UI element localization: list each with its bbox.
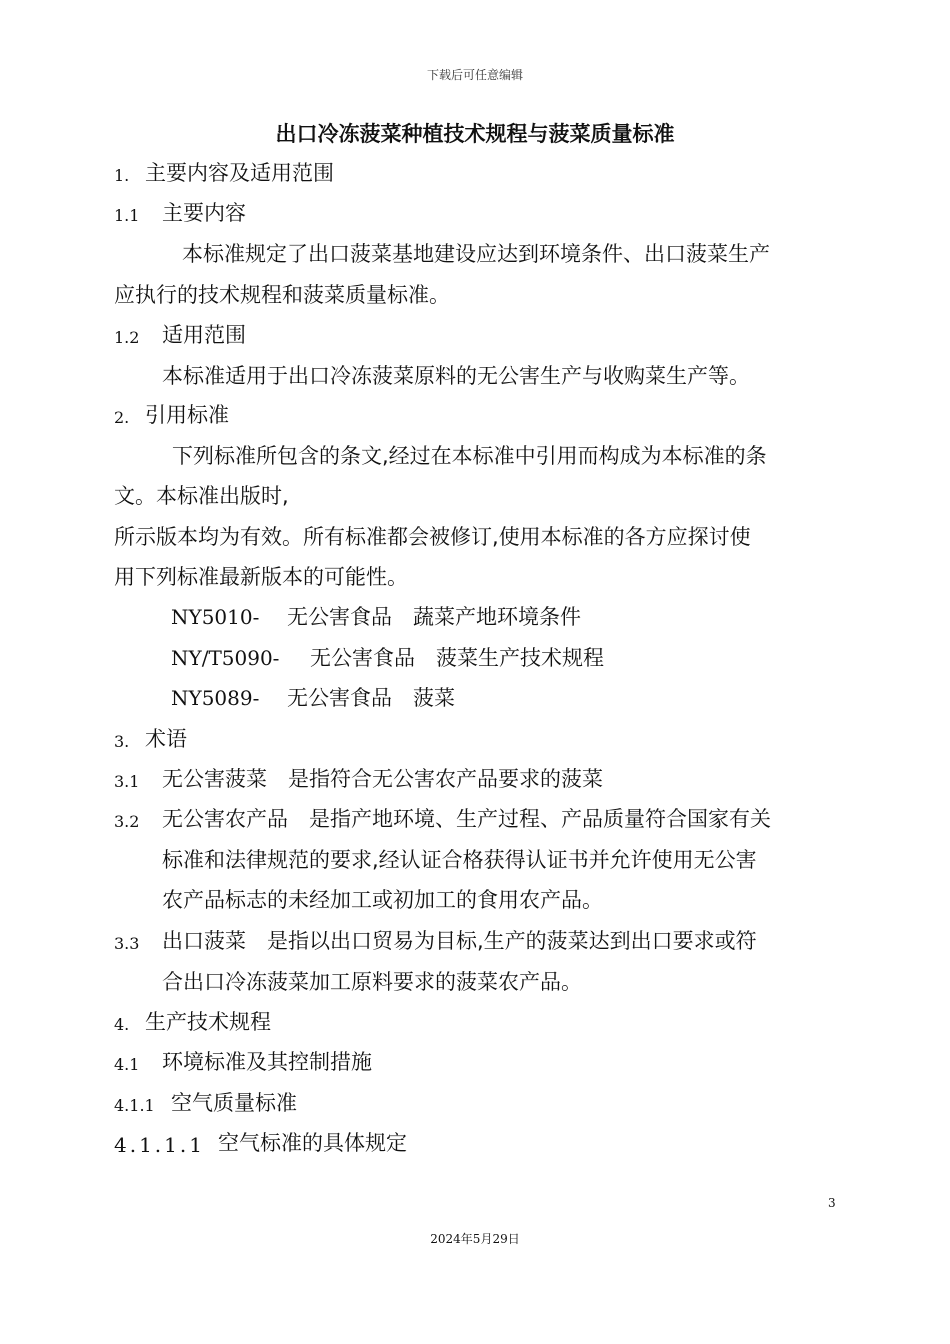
section-4-1-number: 4.1 xyxy=(114,1055,140,1074)
footer-date: 2024年5月29日 xyxy=(430,1232,520,1246)
section-4-number: 4. xyxy=(114,1015,130,1034)
paragraph-1-line-2: 应执行的技术规程和菠菜质量标准。 xyxy=(114,283,450,307)
section-2-heading: 引用标准 xyxy=(145,403,229,427)
paragraph-3-line-3: 所示版本均为有效。所有标准都会被修订,使用本标准的各方应探讨使 xyxy=(114,525,751,549)
section-1-number: 1. xyxy=(114,166,130,185)
reference-1-title: 无公害食品 蔬菜产地环境条件 xyxy=(287,605,581,629)
section-1-heading: 主要内容及适用范围 xyxy=(145,161,334,185)
section-4-1-1-number: 4.1.1 xyxy=(114,1096,155,1115)
section-3-3-number: 3.3 xyxy=(114,934,140,953)
section-3-1-number: 3.1 xyxy=(114,772,140,791)
paragraph-3-line-2: 文。本标准出版时, xyxy=(114,484,289,508)
section-2-number: 2. xyxy=(114,408,130,427)
page-header: 下载后可任意编辑 xyxy=(426,68,523,82)
section-4-1-1-heading: 空气质量标准 xyxy=(171,1091,297,1115)
paragraph-3-line-4: 用下列标准最新版本的可能性。 xyxy=(114,565,408,589)
section-3-3-line-2: 合出口冷冻菠菜加工原料要求的菠菜农产品。 xyxy=(162,970,582,994)
section-3-heading: 术语 xyxy=(145,727,187,751)
section-1-2-heading: 适用范围 xyxy=(162,323,246,347)
page-number: 3 xyxy=(828,1196,836,1210)
reference-3-title: 无公害食品 菠菜 xyxy=(287,686,455,710)
section-4-1-1-1-heading: 空气标准的具体规定 xyxy=(218,1131,407,1155)
section-3-3-line-1: 出口菠菜 是指以出口贸易为目标,生产的菠菜达到出口要求或符 xyxy=(162,929,757,953)
section-3-2-number: 3.2 xyxy=(114,812,140,831)
reference-3-code: NY5089- xyxy=(171,686,260,710)
paragraph-2: 本标准适用于出口冷冻菠菜原料的无公害生产与收购菜生产等。 xyxy=(162,364,750,388)
section-3-2-line-3: 农产品标志的未经加工或初加工的食用农产品。 xyxy=(162,888,603,912)
paragraph-1-line-1: 本标准规定了出口菠菜基地建设应达到环境条件、出口菠菜生产 xyxy=(182,242,770,266)
section-3-number: 3. xyxy=(114,732,130,751)
reference-1-code: NY5010- xyxy=(171,605,260,629)
section-1-1-heading: 主要内容 xyxy=(162,201,246,225)
section-3-2-line-2: 标准和法律规范的要求,经认证合格获得认证书并允许使用无公害 xyxy=(162,848,757,872)
paragraph-3-line-1: 下列标准所包含的条文,经过在本标准中引用而构成为本标准的条 xyxy=(172,444,767,468)
section-4-1-1-1-number: 4.1.1.1 xyxy=(114,1133,205,1157)
section-3-2-line-1: 无公害农产品 是指产地环境、生产过程、产品质量符合国家有关 xyxy=(162,807,771,831)
section-1-1-number: 1.1 xyxy=(114,206,140,225)
document-title: 出口冷冻菠菜种植技术规程与菠菜质量标准 xyxy=(275,122,675,146)
reference-2-title: 无公害食品 菠菜生产技术规程 xyxy=(310,646,604,670)
section-3-1-text: 无公害菠菜 是指符合无公害农产品要求的菠菜 xyxy=(162,767,603,791)
section-1-2-number: 1.2 xyxy=(114,328,140,347)
section-4-heading: 生产技术规程 xyxy=(145,1010,271,1034)
reference-2-code: NY/T5090- xyxy=(171,646,280,670)
section-4-1-heading: 环境标准及其控制措施 xyxy=(162,1050,372,1074)
